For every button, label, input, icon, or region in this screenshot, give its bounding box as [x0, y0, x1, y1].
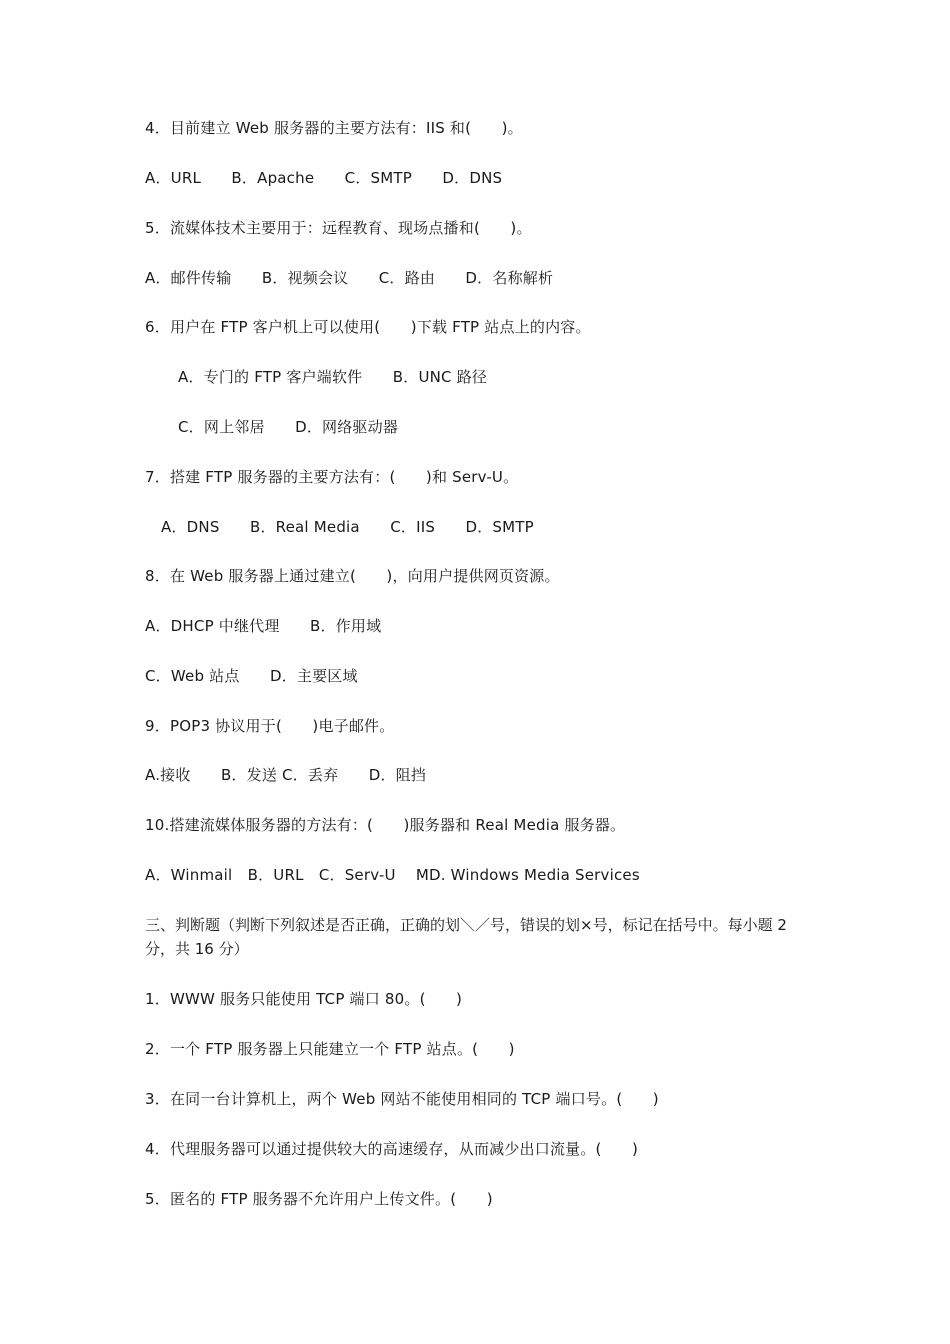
question-9-stem: 9．POP3 协议用于( )电子邮件。 — [145, 717, 395, 735]
question-5-stem: 5．流媒体技术主要用于：远程教育、现场点播和( )。 — [145, 219, 532, 237]
question-9-options: A.接收 B．发送 C．丢弃 D．阻挡 — [145, 766, 427, 784]
section-3-heading: 三、判断题（判断下列叙述是否正确，正确的划＼／号，错误的划×号，标记在括号中。每小题 2 分，共 16 分） — [145, 916, 787, 958]
question-7-options: A．DNS B．Real Media C．IIS D．SMTP — [161, 518, 534, 536]
question-6-options-line-1: A．专门的 FTP 客户端软件 B．UNC 路径 — [178, 368, 488, 386]
question-6-options-line-2: C．网上邻居 D．网络驱动器 — [178, 418, 399, 436]
question-4-options: A．URL B．Apache C．SMTP D．DNS — [145, 169, 503, 187]
question-8-options-line-2: C．Web 站点 D．主要区域 — [145, 667, 358, 685]
question-8-options-line-1: A．DHCP 中继代理 B．作用域 — [145, 617, 382, 635]
judgement-item-3: 3．在同一台计算机上，两个 Web 网站不能使用相同的 TCP 端口号。( ) — [145, 1090, 659, 1108]
question-5-options: A．邮件传输 B．视频会议 C．路由 D．名称解析 — [145, 269, 554, 287]
judgement-item-1: 1．WWW 服务只能使用 TCP 端口 80。( ) — [145, 990, 463, 1008]
question-4-stem: 4．目前建立 Web 服务器的主要方法有：IIS 和( )。 — [145, 119, 523, 137]
question-8-stem: 8．在 Web 服务器上通过建立( )，向用户提供网页资源。 — [145, 567, 560, 585]
question-6-stem: 6．用户在 FTP 客户机上可以使用( )下载 FTP 站点上的内容。 — [145, 318, 591, 336]
question-7-stem: 7．搭建 FTP 服务器的主要方法有：( )和 Serv-U。 — [145, 468, 519, 486]
judgement-item-2: 2．一个 FTP 服务器上只能建立一个 FTP 站点。( ) — [145, 1040, 515, 1058]
question-10-stem: 10.搭建流媒体服务器的方法有：( )服务器和 Real Media 服务器。 — [145, 816, 626, 834]
judgement-item-4: 4．代理服务器可以通过提供较大的高速缓存，从而减少出口流量。( ) — [145, 1140, 639, 1158]
question-10-options: A．Winmail B．URL C．Serv-U MD. Windows Media Services — [145, 866, 640, 884]
judgement-item-5: 5．匿名的 FTP 服务器不允许用户上传文件。( ) — [145, 1190, 493, 1208]
